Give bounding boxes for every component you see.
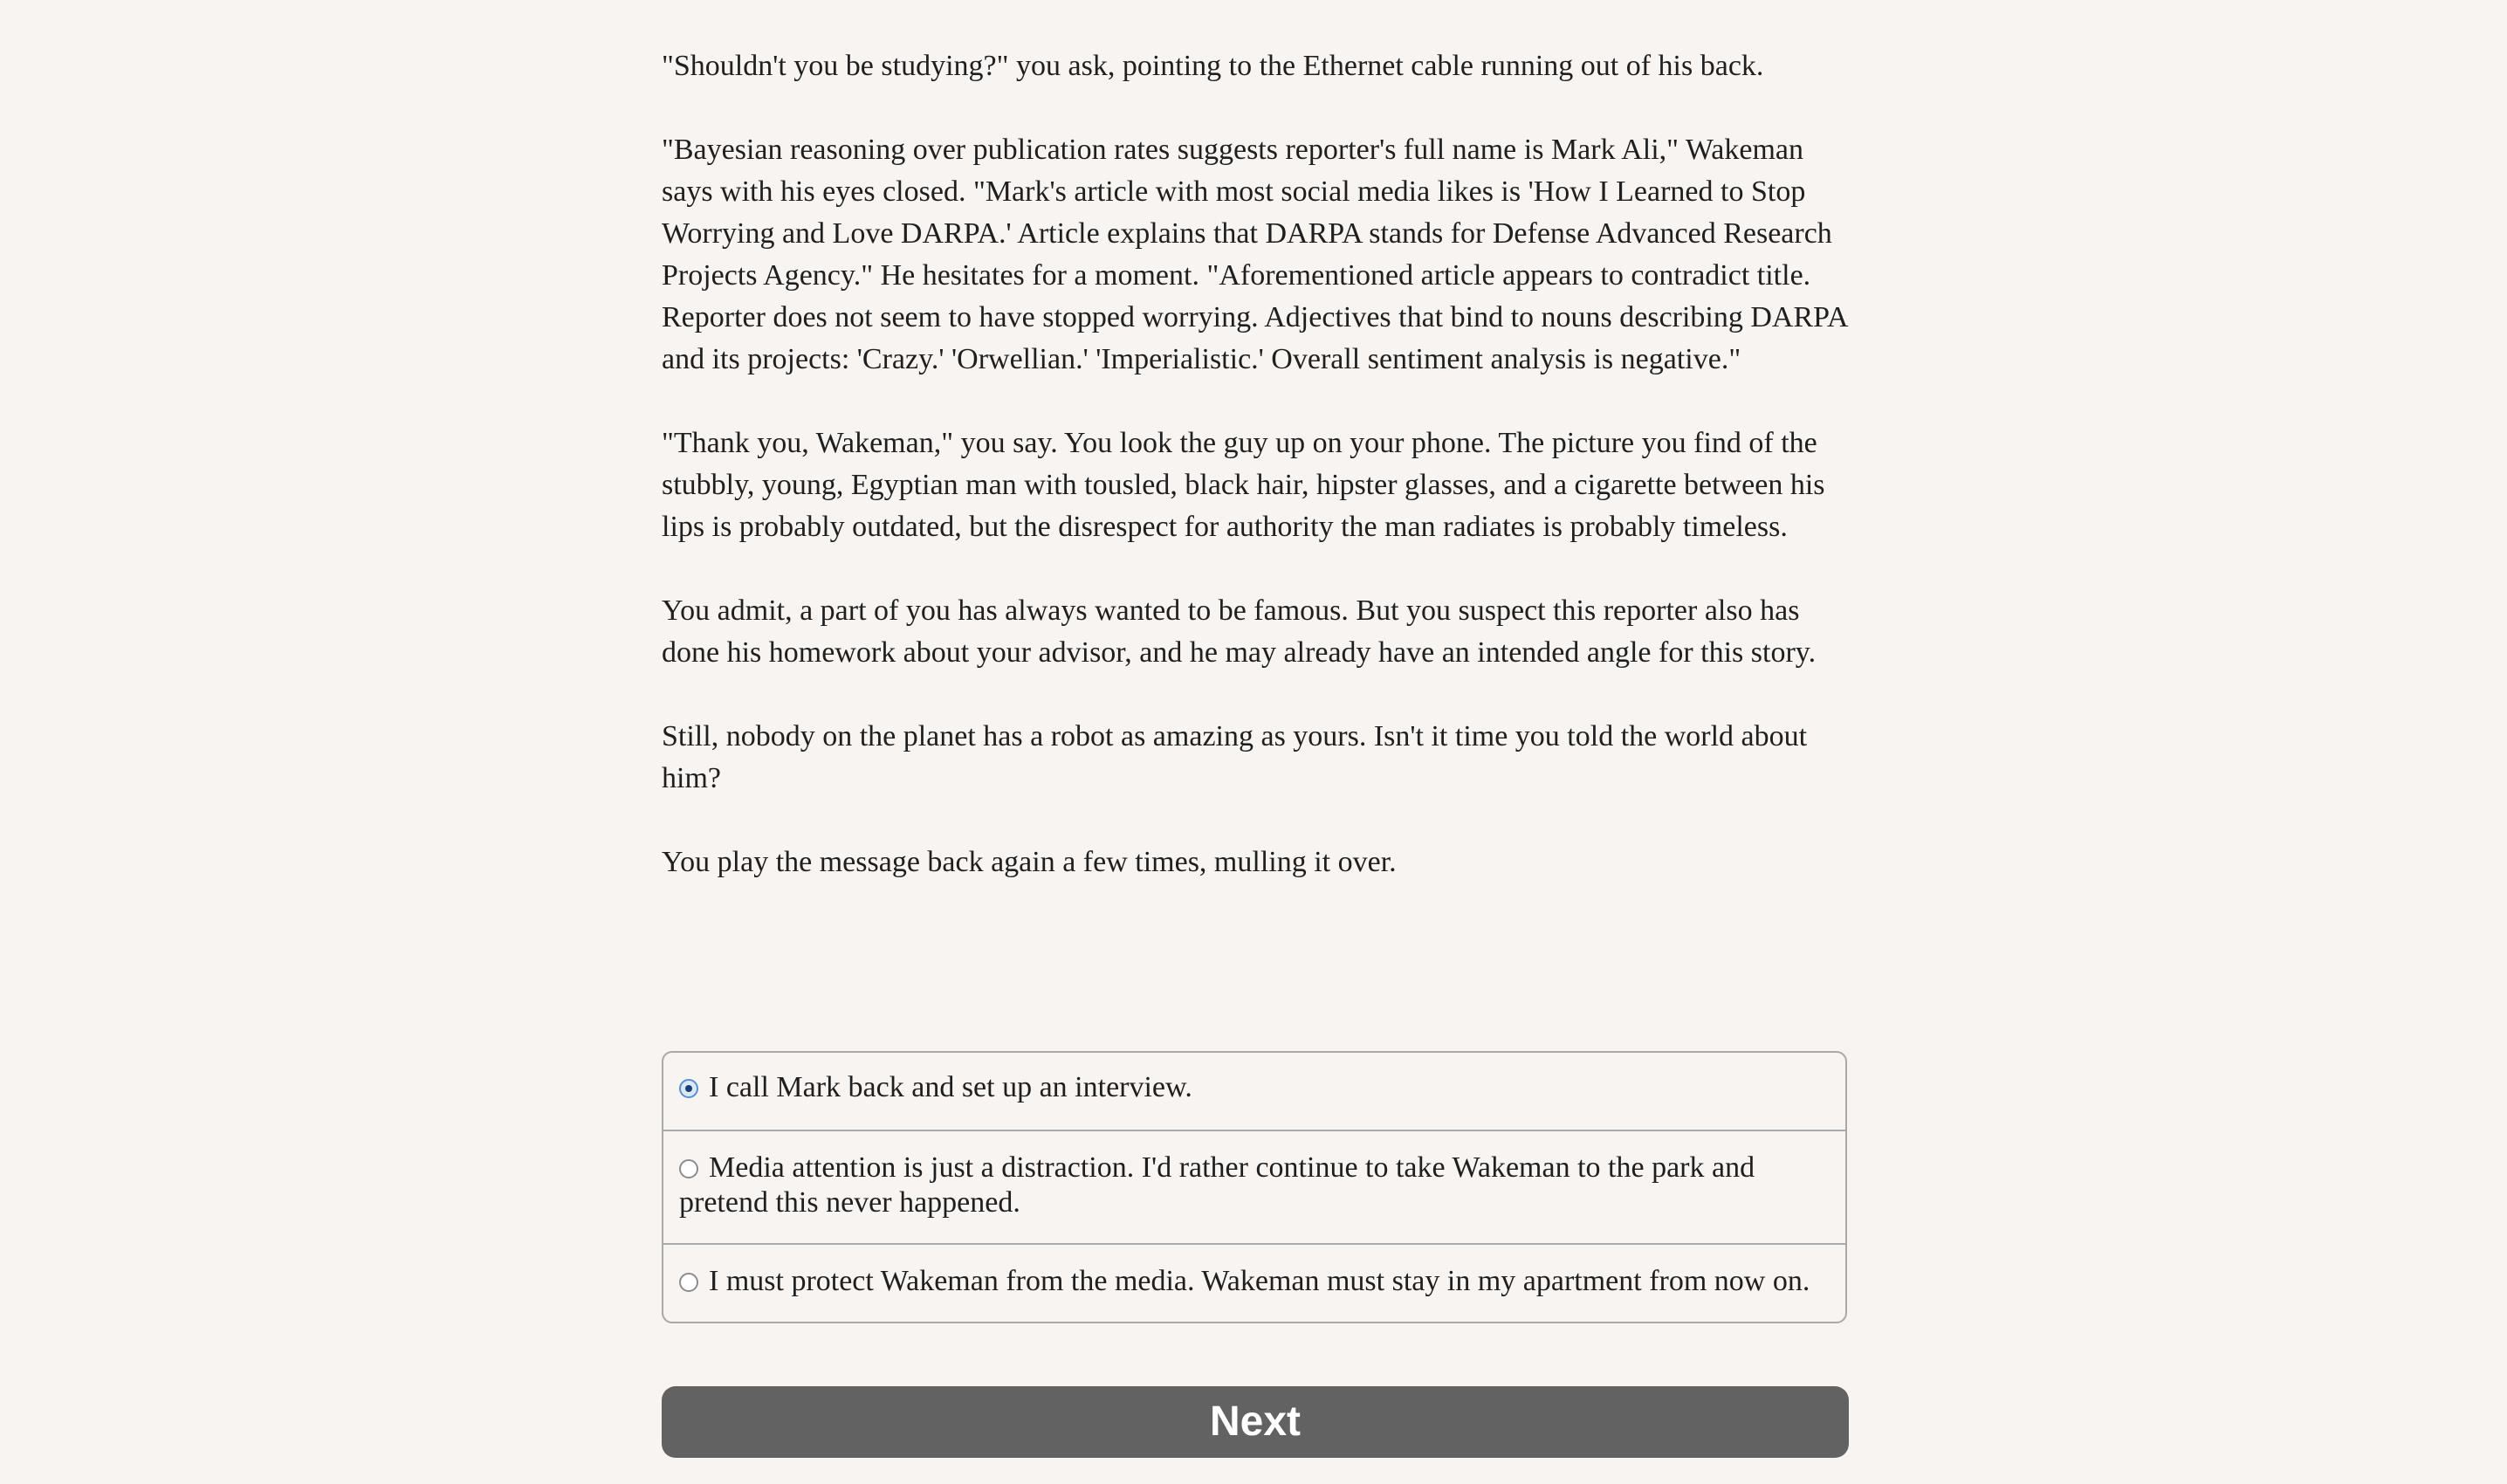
radio-selected-icon[interactable]: [679, 1079, 698, 1098]
choice-list: [662, 1051, 1847, 1323]
story-text: [662, 45, 1849, 925]
choice-label: Media attention is just a distraction. I'd rather continue to take Wakeman to the park and pretend this never happened.: [679, 1151, 1755, 1219]
story-paragraph: Still, nobody on the planet has a robot as amazing as yours. Isn't it time you told the world about him?: [662, 720, 1808, 794]
choice-option-park[interactable]: [663, 1130, 1845, 1243]
story-paragraph: "Thank you, Wakeman," you say. You look the guy up on your phone. The picture you find of the stubbly, young, Egyptian man with tousled, black hair, hipster glasses, and a cigarette between his lips is probably outdated, but the disrespect for authority the man radiates is probably timeless.: [662, 427, 1825, 543]
next-button[interactable]: Next: [662, 1386, 1849, 1458]
choice-label: I call Mark back and set up an interview.: [709, 1071, 1192, 1103]
story-paragraph: You admit, a part of you has always wanted to be famous. But you suspect this reporter also has done his homework about your advisor, and he may already have an intended angle for this story.: [662, 594, 1817, 669]
story-paragraph: "Shouldn't you be studying?" you ask, pointing to the Ethernet cable running out of his back.: [662, 50, 1764, 82]
choice-option-interview[interactable]: [663, 1053, 1845, 1130]
story-paragraph: You play the message back again a few times, mulling it over.: [662, 846, 1397, 878]
choice-label: I must protect Wakeman from the media. Wakeman must stay in my apartment from now on.: [709, 1265, 1810, 1297]
story-paragraph: "Bayesian reasoning over publication rates suggests reporter's full name is Mark Ali," Wakeman says with his eyes closed. "Mark's article with most social media likes is 'How I Learned to Stop Worrying and Love DARPA.' Article explains that DARPA stands for Defense Advanced Research Projects Agency." He hesitates for a moment. "Aforementioned article appears to contradict title. Reporter does not seem to have stopped worrying. Adjectives that bind to nouns describing DARPA and its projects: 'Crazy.' 'Orwellian.' 'Imperialistic.' Overall sentiment analysis is negative.": [662, 134, 1847, 375]
choice-option-protect[interactable]: [663, 1243, 1845, 1322]
radio-unselected-icon[interactable]: [679, 1273, 698, 1292]
radio-unselected-icon[interactable]: [679, 1159, 698, 1178]
